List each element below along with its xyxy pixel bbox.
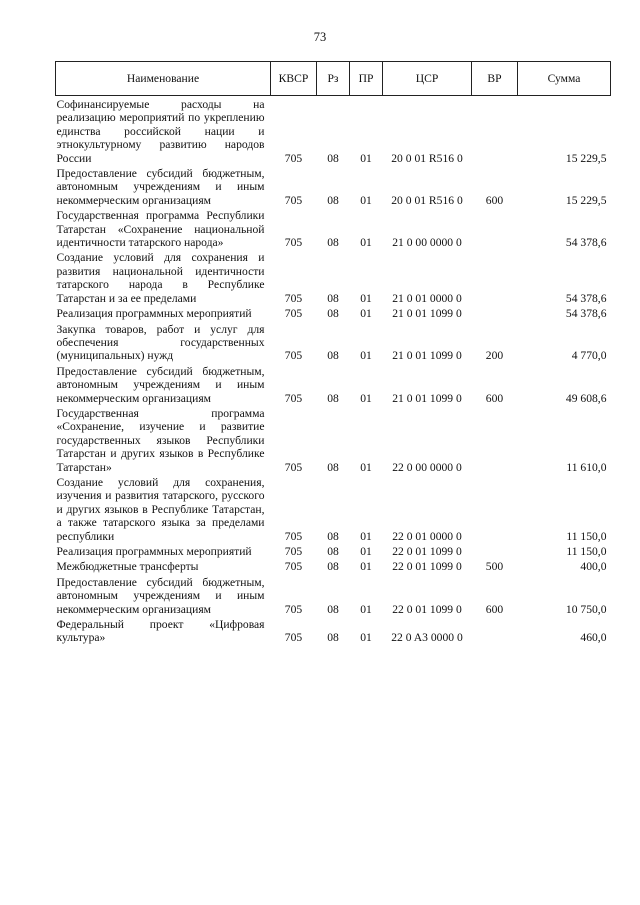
table-row bbox=[56, 474, 611, 543]
row-name: Создание условий для сохранения и развития национальной идентичности татарского народа в Республике Татарстан и за ее пределами bbox=[56, 251, 265, 305]
row-sum: 54 378,6 bbox=[565, 307, 607, 321]
header-name: Наименование bbox=[56, 62, 271, 96]
row-pr: 01 bbox=[360, 602, 372, 616]
row-rz: 08 bbox=[327, 460, 339, 474]
row-pr: 01 bbox=[360, 631, 372, 645]
row-vr: 500 bbox=[485, 560, 504, 574]
row-rz: 08 bbox=[327, 193, 339, 207]
table-header bbox=[56, 62, 611, 96]
row-pr: 01 bbox=[360, 151, 372, 165]
row-kvsr: 705 bbox=[284, 602, 303, 616]
row-vr bbox=[472, 249, 518, 305]
row-name: Федеральный проект «Цифровая культура» bbox=[56, 618, 265, 645]
row-kvsr: 705 bbox=[284, 151, 303, 165]
row-name: Реализация программных мероприятий bbox=[56, 545, 252, 558]
row-csr: 21 0 01 1099 0 bbox=[392, 307, 462, 321]
row-name: Закупка товаров, работ и услуг для обеспечения государственных (муниципальных) нужд bbox=[56, 322, 265, 363]
row-kvsr: 705 bbox=[284, 307, 303, 321]
row-rz: 08 bbox=[327, 307, 339, 321]
row-csr: 20 0 01 R516 0 bbox=[391, 151, 463, 165]
row-rz: 08 bbox=[327, 349, 339, 363]
table-body bbox=[56, 96, 611, 645]
header-csr: ЦСР bbox=[383, 62, 472, 96]
row-kvsr: 705 bbox=[284, 349, 303, 363]
row-name: Реализация программных мероприятий bbox=[56, 307, 252, 321]
table-row bbox=[56, 558, 611, 573]
table-row bbox=[56, 249, 611, 305]
row-rz: 08 bbox=[327, 631, 339, 645]
row-vr: 600 bbox=[485, 602, 504, 616]
row-sum: 15 229,5 bbox=[565, 151, 607, 165]
row-pr: 01 bbox=[360, 291, 372, 305]
row-name: Создание условий для сохранения, изучения и развития татарского, русского и других языков в Республике Татарстан, а также татарского языка за пределами республики bbox=[56, 475, 265, 543]
row-rz: 08 bbox=[327, 545, 339, 558]
row-vr: 600 bbox=[485, 193, 504, 207]
row-pr: 01 bbox=[360, 349, 372, 363]
row-csr: 22 0 01 1099 0 bbox=[392, 545, 462, 558]
row-sum: 11 610,0 bbox=[566, 460, 607, 474]
header-sum: Сумма bbox=[518, 62, 611, 96]
header-kvsr: КВСР bbox=[271, 62, 317, 96]
row-pr: 01 bbox=[360, 460, 372, 474]
row-csr: 22 0 00 0000 0 bbox=[392, 460, 462, 474]
row-rz: 08 bbox=[327, 151, 339, 165]
row-rz: 08 bbox=[327, 602, 339, 616]
row-vr bbox=[472, 616, 518, 645]
row-name: Государственная программа «Сохранение, изучение и развитие государственных языков Республики Татарстан и других языков в Республике Татарстан» bbox=[56, 406, 265, 474]
row-kvsr: 705 bbox=[284, 460, 303, 474]
row-csr: 21 0 01 0000 0 bbox=[392, 291, 462, 305]
row-pr: 01 bbox=[360, 236, 372, 250]
table-row bbox=[56, 207, 611, 249]
header-rz: Рз bbox=[317, 62, 350, 96]
table-row bbox=[56, 305, 611, 320]
row-vr: 200 bbox=[485, 349, 504, 363]
row-csr: 20 0 01 R516 0 bbox=[391, 193, 463, 207]
row-rz: 08 bbox=[327, 291, 339, 305]
row-vr bbox=[472, 207, 518, 249]
row-csr: 22 0 01 0000 0 bbox=[392, 529, 462, 543]
table-row bbox=[56, 543, 611, 558]
row-kvsr: 705 bbox=[284, 631, 303, 645]
row-kvsr: 705 bbox=[284, 391, 303, 405]
row-csr: 22 0 A3 0000 0 bbox=[391, 631, 463, 645]
row-kvsr: 705 bbox=[284, 236, 303, 250]
row-name: Предоставление субсидий бюджетным, автономным учреждениям и иным некоммерческим организациям bbox=[56, 167, 265, 207]
row-rz: 08 bbox=[327, 529, 339, 543]
row-name: Предоставление субсидий бюджетным, автономным учреждениям и иным некоммерческим организациям bbox=[56, 575, 265, 616]
row-kvsr: 705 bbox=[284, 560, 303, 574]
row-rz: 08 bbox=[327, 236, 339, 250]
row-name: Государственная программа Республики Татарстан «Сохранение национальной идентичности татарского народа» bbox=[56, 209, 265, 250]
row-sum: 4 770,0 bbox=[571, 349, 607, 363]
row-csr: 21 0 01 1099 0 bbox=[392, 349, 462, 363]
row-pr: 01 bbox=[360, 560, 372, 574]
row-pr: 01 bbox=[360, 193, 372, 207]
row-csr: 21 0 00 0000 0 bbox=[392, 236, 462, 250]
row-pr: 01 bbox=[360, 307, 372, 321]
row-kvsr: 705 bbox=[284, 291, 303, 305]
row-sum: 54 378,6 bbox=[565, 291, 607, 305]
row-vr bbox=[472, 543, 518, 558]
page-number: 73 bbox=[313, 30, 327, 44]
table-row bbox=[56, 405, 611, 474]
row-pr: 01 bbox=[360, 391, 372, 405]
table-row bbox=[56, 165, 611, 207]
table-row bbox=[56, 321, 611, 363]
budget-table bbox=[55, 61, 611, 645]
table-row bbox=[56, 574, 611, 616]
row-name: Предоставление субсидий бюджетным, автономным учреждениям и иным некоммерческим организациям bbox=[56, 364, 265, 405]
row-vr bbox=[472, 96, 518, 166]
table-row bbox=[56, 616, 611, 645]
row-vr bbox=[472, 474, 518, 543]
row-sum: 11 150,0 bbox=[566, 545, 607, 558]
row-sum: 10 750,0 bbox=[565, 602, 607, 616]
row-sum: 54 378,6 bbox=[565, 236, 607, 250]
row-sum: 400,0 bbox=[580, 560, 607, 574]
row-sum: 15 229,5 bbox=[565, 193, 607, 207]
header-vr: ВР bbox=[472, 62, 518, 96]
table-row bbox=[56, 363, 611, 405]
row-vr bbox=[472, 405, 518, 474]
table-row bbox=[56, 96, 611, 166]
row-kvsr: 705 bbox=[284, 529, 303, 543]
row-csr: 21 0 01 1099 0 bbox=[392, 391, 462, 405]
row-csr: 22 0 01 1099 0 bbox=[392, 560, 462, 574]
row-sum: 11 150,0 bbox=[566, 529, 607, 543]
row-name: Межбюджетные трансферты bbox=[56, 560, 199, 574]
row-rz: 08 bbox=[327, 560, 339, 574]
header-pr: ПР bbox=[350, 62, 383, 96]
row-rz: 08 bbox=[327, 391, 339, 405]
row-csr: 22 0 01 1099 0 bbox=[392, 602, 462, 616]
row-sum: 49 608,6 bbox=[565, 391, 607, 405]
row-vr: 600 bbox=[485, 391, 504, 405]
row-name: Софинансируемые расходы на реализацию мероприятий по укреплению единства российской нации и этнокультурному развитию народов России bbox=[56, 98, 265, 165]
row-pr: 01 bbox=[360, 529, 372, 543]
row-kvsr: 705 bbox=[284, 193, 303, 207]
row-vr bbox=[472, 305, 518, 320]
row-pr: 01 bbox=[360, 545, 372, 558]
row-sum: 460,0 bbox=[580, 631, 607, 645]
row-kvsr: 705 bbox=[284, 545, 303, 558]
